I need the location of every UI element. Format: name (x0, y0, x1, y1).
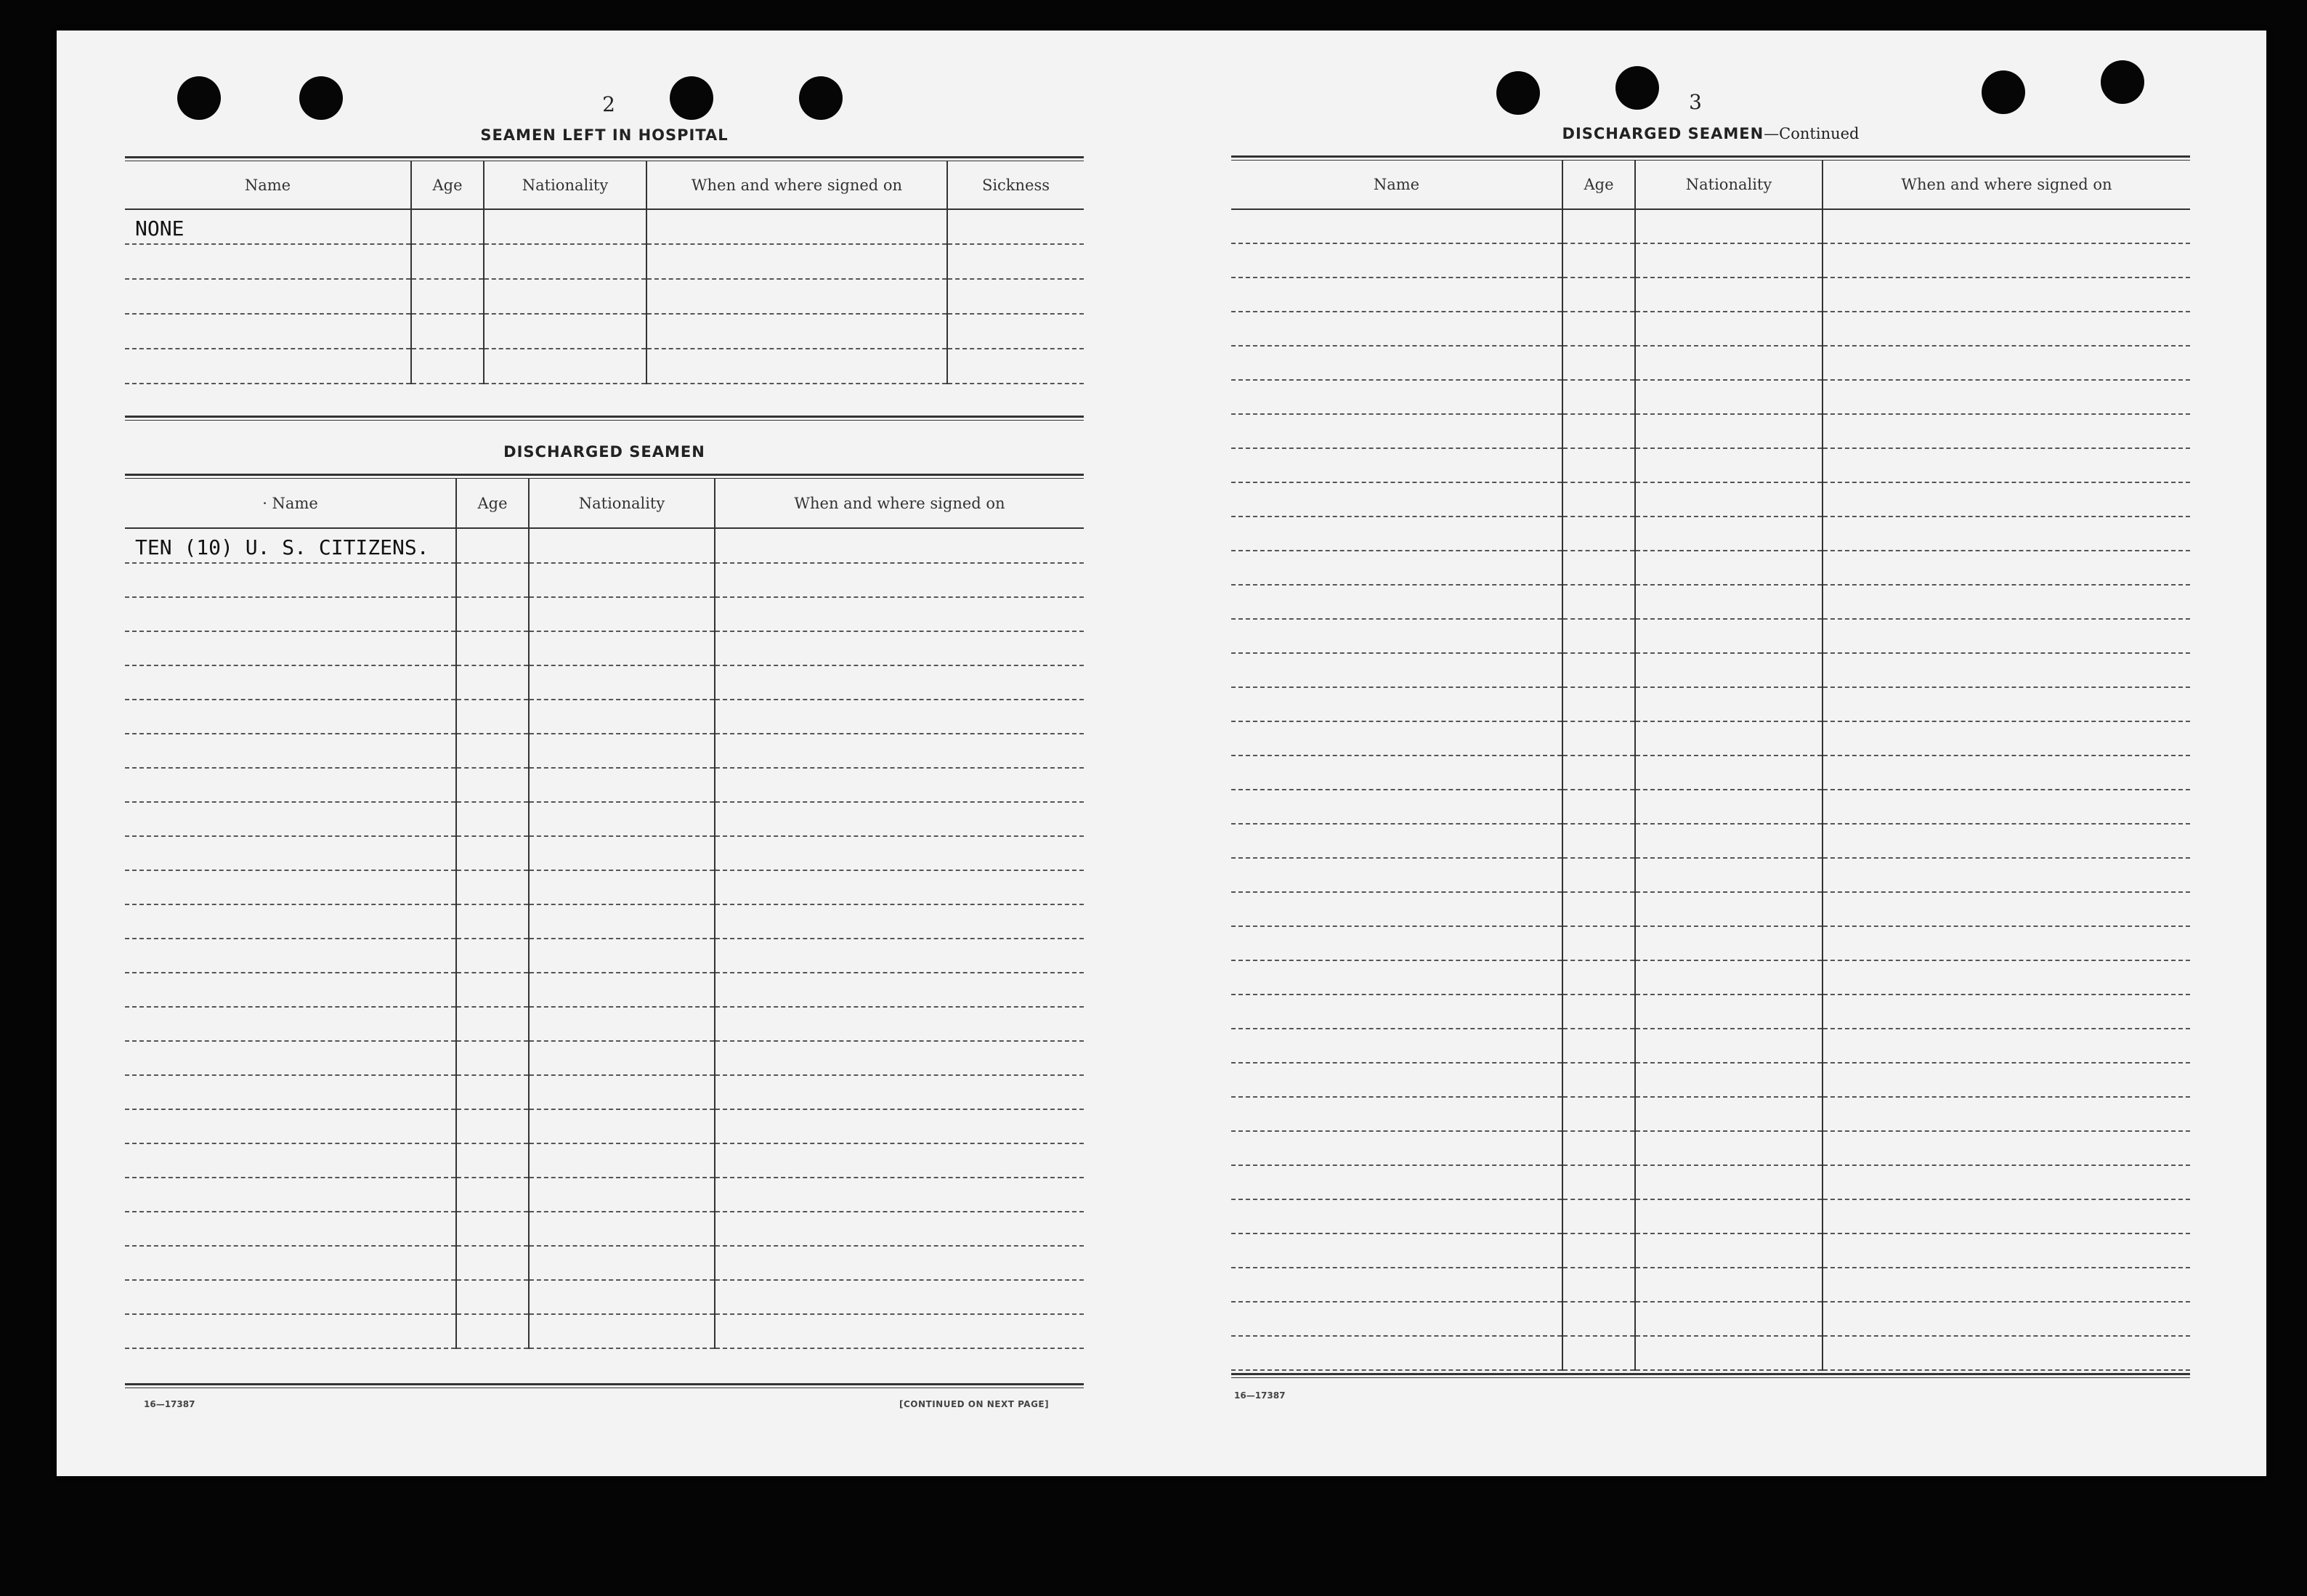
section-title-main: DISCHARGED SEAMEN (1562, 125, 1764, 142)
table-row (1231, 892, 2190, 926)
table-row (125, 209, 1084, 244)
table-row (1231, 1199, 2190, 1234)
table-row (1231, 312, 2190, 346)
table-header-row (1231, 161, 2190, 209)
double-rule (125, 416, 1084, 421)
hospital-table (125, 161, 1084, 384)
table-row (1231, 448, 2190, 482)
typed-entry: TEN (10) U. S. CITIZENS. (125, 528, 456, 563)
double-rule (125, 1383, 1084, 1388)
table-row (1231, 1302, 2190, 1336)
column-header-name: Name (1231, 161, 1562, 209)
left-page (57, 31, 1161, 1476)
column-header-age: Age (456, 479, 529, 528)
table-row (1231, 482, 2190, 517)
table-row (125, 734, 1084, 768)
table-row (125, 597, 1084, 631)
table-row (1231, 380, 2190, 414)
table-row (125, 1007, 1084, 1041)
table-row (1231, 1029, 2190, 1063)
table-row (125, 870, 1084, 904)
table-row (1231, 619, 2190, 653)
discharged-continued-title (1231, 125, 2190, 142)
typed-entry: NONE (125, 209, 411, 244)
table-row (1231, 517, 2190, 551)
table-row (1231, 721, 2190, 756)
table-row (125, 1075, 1084, 1109)
discharged-continued-table (1231, 161, 2190, 1371)
table-row (1231, 1165, 2190, 1199)
column-header-nationality: Nationality (484, 161, 646, 209)
table-row (1231, 653, 2190, 687)
table-row (125, 1041, 1084, 1075)
table-row (125, 528, 1084, 563)
table-row (125, 665, 1084, 700)
table-row (1231, 995, 2190, 1029)
table-row (125, 563, 1084, 597)
column-header-name: Name (125, 161, 411, 209)
table-row (1231, 1268, 2190, 1302)
table-row (1231, 1336, 2190, 1370)
table-row (125, 802, 1084, 836)
table-row (1231, 551, 2190, 585)
discharged-section-title: DISCHARGED SEAMEN (503, 443, 705, 461)
page-number: 3 (1689, 90, 1702, 114)
column-header-age: Age (411, 161, 484, 209)
table-row (125, 973, 1084, 1007)
table-row (125, 631, 1084, 665)
section-title-suffix: —Continued (1764, 125, 1860, 142)
table-row (1231, 1063, 2190, 1097)
right-page (1161, 31, 2266, 1476)
table-header-row (125, 161, 1084, 209)
table-row (125, 939, 1084, 973)
table-row (125, 349, 1084, 384)
double-rule (125, 474, 1084, 479)
table-row (125, 1314, 1084, 1348)
table-row (1231, 858, 2190, 892)
form-number: 16—17387 (1234, 1390, 1286, 1401)
table-row (125, 768, 1084, 802)
table-row (1231, 243, 2190, 278)
table-row (1231, 1097, 2190, 1131)
table-row (125, 314, 1084, 349)
table-header-row (125, 479, 1084, 528)
table-row (125, 279, 1084, 314)
form-number: 16—17387 (144, 1399, 195, 1409)
table-row (1231, 1131, 2190, 1165)
column-header-signed-on: When and where signed on (715, 479, 1084, 528)
table-row (1231, 756, 2190, 790)
table-row (1231, 209, 2190, 243)
table-row (125, 1178, 1084, 1212)
page-number: 2 (602, 92, 615, 116)
table-row (125, 244, 1084, 279)
table-row (1231, 824, 2190, 858)
table-row (125, 1109, 1084, 1143)
table-row (125, 904, 1084, 939)
column-header-age: Age (1562, 161, 1635, 209)
column-header-signed-on: When and where signed on (646, 161, 947, 209)
hospital-section-title: SEAMEN LEFT IN HOSPITAL (480, 126, 729, 144)
double-rule (1231, 155, 2190, 161)
table-row (1231, 960, 2190, 995)
table-row (125, 836, 1084, 870)
table-row (1231, 414, 2190, 448)
table-row (1231, 278, 2190, 312)
table-row (1231, 585, 2190, 619)
double-rule (1231, 1373, 2190, 1378)
table-row (1231, 1234, 2190, 1268)
table-row (125, 1143, 1084, 1178)
double-rule (125, 156, 1084, 161)
table-row (1231, 346, 2190, 380)
column-header-name: · Name (125, 479, 456, 528)
discharged-table (125, 479, 1084, 1349)
table-row (1231, 926, 2190, 960)
table-row (1231, 687, 2190, 721)
table-row (125, 1246, 1084, 1280)
column-header-nationality: Nationality (529, 479, 715, 528)
table-row (125, 1212, 1084, 1246)
table-row (1231, 790, 2190, 824)
column-header-nationality: Nationality (1635, 161, 1823, 209)
table-row (125, 700, 1084, 734)
continued-note: [CONTINUED ON NEXT PAGE] (899, 1399, 1050, 1409)
table-row (125, 1280, 1084, 1314)
document-sheet (57, 31, 2266, 1476)
column-header-sickness: Sickness (947, 161, 1084, 209)
column-header-signed-on: When and where signed on (1823, 161, 2190, 209)
